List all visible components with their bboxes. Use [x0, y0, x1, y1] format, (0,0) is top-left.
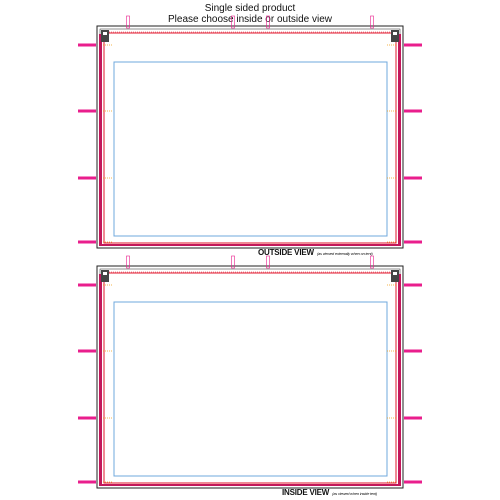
corner-block-1: [101, 30, 109, 42]
outside-view-title: OUTSIDE VIEW: [258, 248, 314, 257]
inside-view-title: INSIDE VIEW: [282, 488, 330, 497]
right-tab-2: [404, 110, 422, 113]
bottom-hem: [99, 484, 401, 486]
left-strap: [99, 34, 102, 246]
left-strap: [99, 274, 102, 486]
left-tab-3: [78, 177, 96, 180]
inner-frame: [100, 269, 400, 485]
safe-area-border: [114, 62, 387, 236]
print-area-border: [104, 273, 396, 483]
left-tab-1: [78, 44, 96, 47]
right-tab-3: [404, 177, 422, 180]
left-tab-1: [78, 284, 96, 287]
outer-frame: [97, 26, 403, 248]
right-strap: [398, 274, 401, 486]
right-tab-1: [404, 44, 422, 47]
corner-block-2: [391, 30, 399, 42]
header-title: Single sided product: [204, 3, 296, 14]
left-tab-3: [78, 417, 96, 420]
safe-area-border: [114, 302, 387, 476]
outer-frame: [97, 266, 403, 488]
corner-block-window-1: [103, 272, 107, 275]
left-tab-4: [78, 481, 96, 484]
outside-view-drawing: [78, 16, 422, 248]
inside-view-note: (as viewed when inside tent): [332, 491, 378, 496]
inside-view-template[interactable]: [0, 240, 500, 500]
inner-frame: [100, 29, 400, 245]
header-subtitle: Please choose inside or outside view: [168, 14, 332, 25]
right-tab-1: [404, 284, 422, 287]
left-tab-2: [78, 350, 96, 353]
corner-block-window-2: [393, 272, 397, 275]
corner-block-1: [101, 270, 109, 282]
print-area-border: [104, 33, 396, 243]
right-strap: [398, 34, 401, 246]
left-tab-2: [78, 110, 96, 113]
right-tab-2: [404, 350, 422, 353]
right-tab-4: [404, 481, 422, 484]
corner-block-window-1: [103, 32, 107, 35]
right-tab-3: [404, 417, 422, 420]
outside-view-note: (as viewed externally when on tent): [316, 251, 373, 256]
inside-view-drawing: [78, 256, 422, 488]
corner-block-window-2: [393, 32, 397, 35]
corner-block-2: [391, 270, 399, 282]
inside-view-label: [282, 488, 377, 497]
